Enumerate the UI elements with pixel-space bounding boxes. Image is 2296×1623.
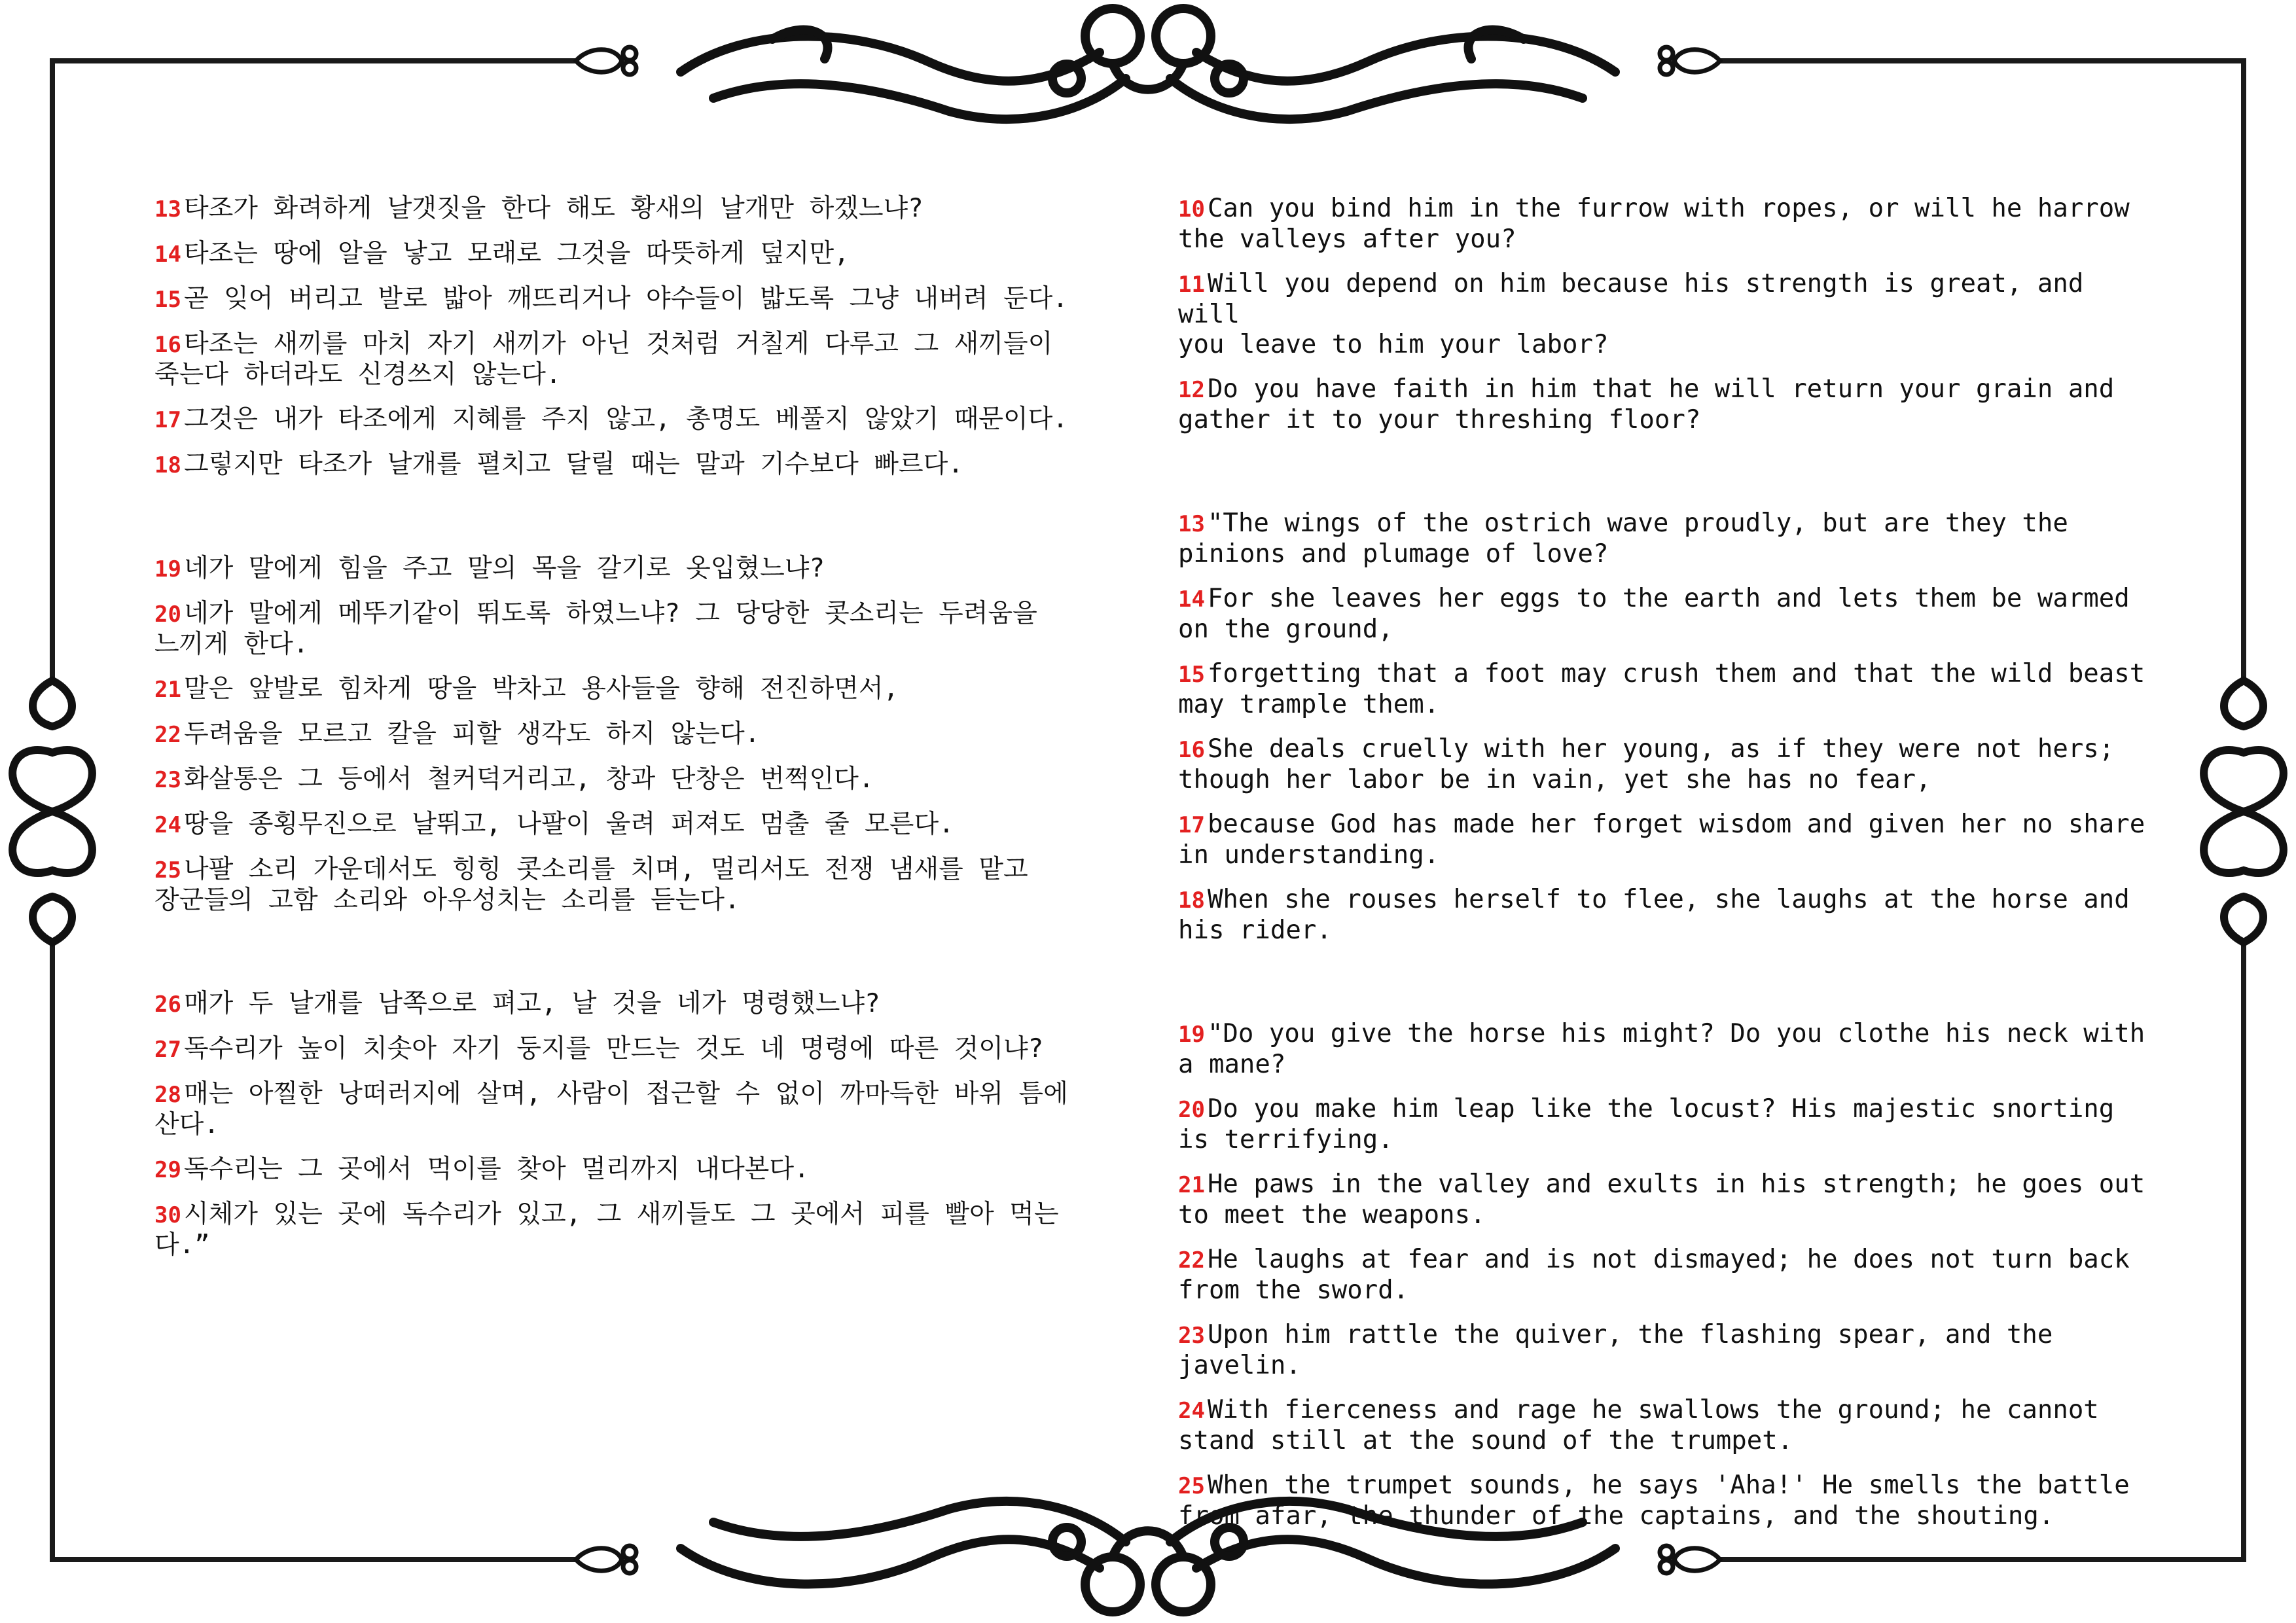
verse-text: 타조는 새끼를 마치 자기 새끼가 아닌 것처럼 거칠게 다루고 그 새끼들이 죽는다 하더라도 신경쓰지 않는다. bbox=[154, 329, 1053, 389]
verse bbox=[154, 284, 1110, 315]
verse-text: 매가 두 날개를 남쪽으로 펴고, 날 것을 네가 명령했느냐? bbox=[183, 989, 880, 1018]
verse-text: With fierceness and rage he swallows the ground; he cannot stand still at the sound of the trumpet. bbox=[1178, 1395, 2099, 1455]
verse-text: 독수리는 그 곳에서 먹이를 찾아 멀리까지 내다본다. bbox=[183, 1154, 810, 1184]
english-text-column bbox=[1178, 194, 2160, 1546]
verse-text: 말은 앞발로 힘차게 땅을 박차고 용사들을 향해 전진하면서, bbox=[183, 674, 899, 704]
verse bbox=[154, 989, 1110, 1020]
verse bbox=[154, 855, 1110, 916]
verse bbox=[154, 1154, 1110, 1185]
verse bbox=[1178, 1320, 2160, 1381]
verse-text: "The wings of the ostrich wave proudly, but are they the pinions and plumage of love? bbox=[1178, 508, 2068, 569]
verse bbox=[154, 1200, 1110, 1260]
verse-text: 매는 아찔한 낭떠러지에 살며, 사람이 접근할 수 없이 까마득한 바위 틈에 산다. bbox=[154, 1079, 1068, 1139]
verse-text: 타조가 화려하게 날갯짓을 한다 해도 황새의 날개만 하겠느냐? bbox=[183, 194, 924, 223]
verse bbox=[1178, 1395, 2160, 1456]
verse-text: 독수리가 높이 치솟아 자기 둥지를 만드는 것도 네 명령에 따른 것이냐? bbox=[183, 1034, 1044, 1063]
verse bbox=[154, 764, 1110, 795]
verse-number: 15 bbox=[1178, 662, 1205, 688]
verse-number: 29 bbox=[154, 1157, 181, 1183]
verse-number: 19 bbox=[1178, 1022, 1205, 1048]
verse bbox=[154, 329, 1110, 390]
verse-text: 그것은 내가 타조에게 지혜를 주지 않고, 총명도 베풀지 않았기 때문이다. bbox=[183, 404, 1068, 434]
verse-number: 19 bbox=[154, 556, 181, 582]
verse bbox=[154, 599, 1110, 660]
verse-number: 17 bbox=[1178, 812, 1205, 838]
verse-number: 22 bbox=[154, 722, 181, 748]
verse-number: 14 bbox=[1178, 586, 1205, 613]
verse-number: 11 bbox=[1178, 272, 1205, 298]
heart-scroll-ornament-left bbox=[12, 681, 92, 942]
verse bbox=[1178, 1245, 2160, 1306]
korean-text-column bbox=[154, 194, 1110, 1275]
verse bbox=[154, 239, 1110, 270]
verse-number: 23 bbox=[1178, 1323, 1205, 1349]
verse bbox=[1178, 269, 2160, 360]
verse-text: For she leaves her eggs to the earth and lets them be warmed on the ground, bbox=[1178, 584, 2130, 644]
verse-number: 28 bbox=[154, 1082, 181, 1108]
verse-text: Will you depend on him because his strength is great, and will you leave to him your labor? bbox=[1178, 269, 2084, 359]
verse bbox=[1178, 584, 2160, 645]
section-gap bbox=[154, 495, 1110, 554]
verse-text: Do you have faith in him that he will return your grain and gather it to your threshing floor? bbox=[1178, 374, 2115, 435]
verse-text: forgetting that a foot may crush them and that the wild beast may trample them. bbox=[1178, 659, 2145, 719]
verse-number: 20 bbox=[154, 601, 181, 628]
verse-number: 25 bbox=[1178, 1473, 1205, 1499]
verse-text: 타조는 땅에 알을 낳고 모래로 그것을 따뜻하게 덮지만, bbox=[183, 239, 850, 268]
verse bbox=[1178, 1169, 2160, 1230]
verse bbox=[1178, 810, 2160, 870]
verse-number: 26 bbox=[154, 991, 181, 1018]
verse bbox=[1178, 194, 2160, 255]
verse-text: Upon him rattle the quiver, the flashing spear, and the javelin. bbox=[1178, 1320, 2053, 1380]
verse bbox=[154, 1034, 1110, 1065]
verse bbox=[154, 719, 1110, 750]
verse-number: 10 bbox=[1178, 196, 1205, 223]
verse-number: 15 bbox=[154, 287, 181, 313]
verse bbox=[154, 404, 1110, 435]
verse-number: 22 bbox=[1178, 1247, 1205, 1274]
verse-number: 24 bbox=[1178, 1398, 1205, 1424]
verse-number: 20 bbox=[1178, 1097, 1205, 1123]
verse bbox=[154, 450, 1110, 480]
verse-text: 두려움을 모르고 칼을 피할 생각도 하지 않는다. bbox=[183, 719, 761, 749]
verse-text: 시체가 있는 곳에 독수리가 있고, 그 새끼들도 그 곳에서 피를 빨아 먹는다.” bbox=[154, 1200, 1059, 1260]
verse-number: 14 bbox=[154, 241, 181, 268]
verse bbox=[1178, 885, 2160, 946]
verse-text: 나팔 소리 가운데서도 힝힝 콧소리를 치며, 멀리서도 전쟁 냄새를 맡고 장군들의 고함 소리와 아우성치는 소리를 듣는다. bbox=[154, 855, 1028, 915]
verse-number: 23 bbox=[154, 767, 181, 793]
verse-text: When the trumpet sounds, he says 'Aha!' He smells the battle from afar, the thunder of the captains, and the shouting. bbox=[1178, 1471, 2130, 1531]
verse-text: He laughs at fear and is not dismayed; he does not turn back from the sword. bbox=[1178, 1245, 2130, 1305]
verse bbox=[1178, 1471, 2160, 1531]
heart-scroll-ornament-right bbox=[2204, 681, 2284, 942]
verse bbox=[1178, 1019, 2160, 1080]
verse-number: 12 bbox=[1178, 377, 1205, 403]
scroll-end-ornament-top bbox=[576, 47, 1720, 75]
verse-number: 16 bbox=[154, 332, 181, 358]
verse bbox=[1178, 734, 2160, 795]
verse bbox=[1178, 508, 2160, 569]
flourish-ornament-top bbox=[681, 9, 1615, 119]
verse-text: When she rouses herself to flee, she laughs at the horse and his rider. bbox=[1178, 885, 2130, 945]
verse bbox=[154, 1079, 1110, 1140]
verse-number: 21 bbox=[154, 677, 181, 703]
verse-number: 13 bbox=[154, 196, 181, 223]
verse-text: 곧 잊어 버리고 발로 밟아 깨뜨리거나 야수들이 밟도록 그냥 내버려 둔다. bbox=[183, 284, 1068, 313]
verse-number: 30 bbox=[154, 1202, 181, 1228]
verse-text: Do you make him leap like the locust? His majestic snorting is terrifying. bbox=[1178, 1094, 2115, 1154]
section-gap bbox=[154, 930, 1110, 989]
verse-number: 25 bbox=[154, 857, 181, 883]
verse-text: Can you bind him in the furrow with ropes, or will he harrow the valleys after you? bbox=[1178, 194, 2130, 254]
verse-text: 네가 말에게 힘을 주고 말의 목을 갈기로 옷입혔느냐? bbox=[183, 554, 825, 583]
verse bbox=[154, 554, 1110, 584]
verse-text: 그렇지만 타조가 날개를 펼치고 달릴 때는 말과 기수보다 빠르다. bbox=[183, 450, 963, 479]
verse bbox=[1178, 1094, 2160, 1155]
verse-text: 화살통은 그 등에서 철커덕거리고, 창과 단창은 번쩍인다. bbox=[183, 764, 874, 794]
verse bbox=[154, 674, 1110, 705]
verse-number: 16 bbox=[1178, 737, 1205, 763]
verse bbox=[1178, 659, 2160, 720]
verse-text: He paws in the valley and exults in his strength; he goes out to meet the weapons. bbox=[1178, 1169, 2145, 1230]
verse-text: 네가 말에게 메뚜기같이 뛰도록 하였느냐? 그 당당한 콧소리는 두려움을 느끼게 한다. bbox=[154, 599, 1037, 659]
verse-text: because God has made her forget wisdom and given her no share in understanding. bbox=[1178, 810, 2145, 870]
section-gap bbox=[1178, 450, 2160, 508]
verse-number: 17 bbox=[154, 407, 181, 433]
verse-number: 13 bbox=[1178, 511, 1205, 537]
verse-number: 24 bbox=[154, 812, 181, 838]
verse-number: 21 bbox=[1178, 1172, 1205, 1198]
scroll-end-ornament-bottom bbox=[576, 1546, 1720, 1573]
verse-number: 18 bbox=[1178, 887, 1205, 914]
verse-number: 27 bbox=[154, 1037, 181, 1063]
verse-text: 땅을 종횡무진으로 날뛰고, 나팔이 울려 퍼져도 멈출 줄 모른다. bbox=[183, 810, 954, 839]
verse-number: 18 bbox=[154, 452, 181, 478]
verse bbox=[1178, 374, 2160, 435]
verse bbox=[154, 194, 1110, 224]
verse bbox=[154, 810, 1110, 840]
verse-text: She deals cruelly with her young, as if they were not hers; though her labor be in vain, yet she has no fear, bbox=[1178, 734, 2115, 794]
verse-text: "Do you give the horse his might? Do you clothe his neck with a mane? bbox=[1178, 1019, 2145, 1079]
section-gap bbox=[1178, 960, 2160, 1019]
